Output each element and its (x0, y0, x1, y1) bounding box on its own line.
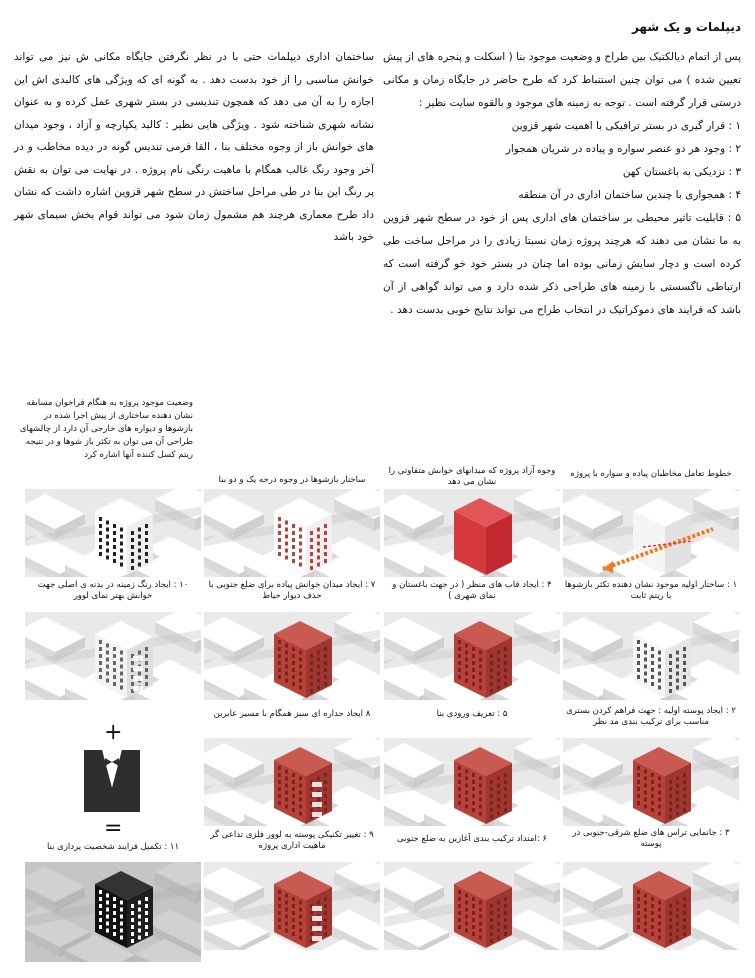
diagram-step-10 (25, 489, 201, 577)
diagram-step-8 (204, 612, 380, 700)
intro-paragraph: پس از اتمام دیالکتیک بین طراح و وضعیت موجود بنا ( اسکلت و پنجره های از پیش تعیین شده ) می توان چنین استنباط کرد که طرح حاضر در جایگاه زمان و مکانی درستی قرار گرفته است . توجه به زمینه های موجود و بالقوه سایت نظیر : (383, 51, 741, 109)
diagram-step-7 (204, 489, 380, 577)
diagram-step-4-drawing (384, 489, 560, 577)
diagram-step-3-drawing (563, 738, 739, 826)
diagram-step-6-drawing (384, 738, 560, 826)
right-column-text (383, 46, 741, 322)
context-item: ۱ : قرار گیری در بستر ترافیکی با اهمیت شهر قزوین (511, 120, 741, 132)
equals-symbol: = (104, 816, 123, 841)
caption-step-1: ۱ : ساختار اولیه موجود نشان دهنده تکثر بازشوها با ریتم ثابت (564, 580, 738, 601)
caption-step-7: ۷ : ایجاد میدان خوانش پیاده برای ضلع جنوبی با حذف دیوار حیاط (208, 580, 376, 601)
diagram-step-5-drawing (384, 612, 560, 700)
diagram-step-3 (563, 738, 739, 826)
diagram-final-c (204, 862, 380, 950)
page-title: دیپلمات و یک شهر (631, 20, 741, 34)
context-item: ۲ : وجود هر دو عنصر سواره و پیاده در شریان همجوار (505, 143, 741, 155)
diagram-step-1-drawing (563, 489, 739, 577)
diagram-step-9-drawing (204, 738, 380, 826)
caption-free-faces: وجوه آزاد پروژه که میدانهای خوانش متفاوتی را نشان می دهد (388, 466, 556, 487)
caption-interaction-lines: خطوط تعامل مخاطبان پیاده و سواره با پروژه (570, 469, 732, 479)
diagram-step-9 (204, 738, 380, 826)
tuxedo-icon (84, 750, 140, 812)
caption-openings-structure: ساختار بازشوها در وجوه درجه یک و دو بنا (218, 475, 366, 485)
caption-step-10: ۱۰ : ایجاد رنگ زمینه در بدنه ی اصلی جهت خوانش بهتر نمای لوور (37, 580, 189, 601)
diagram-step-11a (25, 612, 201, 700)
caption-step-5: ۵ : تعریف ورودی بنا (436, 709, 508, 719)
left-column-text: ساختمان اداری دیپلمات حتی با در نظر نگرفتن جایگاه مکانی ش نیز می تواند خوانش مناسبی را از خود بدست دهد . به گونه ای که ویژگی های کالبدی اش این اجازه را به آن می دهد که همچون تندیسی در بستر شهری عمل کرده و به عنوان نشانه شهری شناخته شود . ویژگی هایی نظیر : کالبد یکپارچه و آزاد ، وجود میدان های خوانش باز از وجوه مختلف بنا ، القا فرمی تندیس گونه در دیده مخاطب و در آخر وجود رنگ غالب همگام با ماهیت رنگی نام پروژه . در نهایت می توان به نقش پر رنگ این بنا در طی مراحل ساختش در سطح شهر قزوین اشاره داشت که نشان داد طرح معماری هرچند هم مشمول زمان شود می تواند قوام بخش سیمای شهر خود باشد (14, 51, 374, 243)
diagram-final-c-drawing (204, 862, 380, 950)
plus-symbol: + (104, 720, 123, 745)
diagram-final-night (25, 862, 201, 962)
context-item: ۵ : قابلیت تاثیر محیطی بر ساختمان های اداری پس از خود در سطح شهر قزوین به ما نشان می دهند که هرچند پروژه زمان نسبتا زیادی را در مراحل ساخت طی کرده است و دچار سایش زمانی بوده اما چنان در بستر خود خو گرفته است که ارتباطی ناگسستی با زمینه های طراحی ذکر شده دارد و می تواند گواهی از آن باشد که فرایند های دموکراتیک در انتخاب طراح می تواند نتایج خوبی بدست دهد . (383, 212, 741, 316)
caption-step-2: ۲ : ایجاد پوسته اولیه : جهت فراهم کردن بستری مناسب برای ترکیب بندی مد نظر (566, 706, 736, 727)
diagram-step-10-drawing (25, 489, 201, 577)
diagram-step-2 (563, 612, 739, 700)
diagram-final-night-drawing (25, 862, 201, 962)
diagram-step-6 (384, 738, 560, 826)
caption-step-3: ۳ : جانمایی تراس های ضلع شرقی-جنوبی در پوسته (572, 828, 730, 849)
diagram-step-8-drawing (204, 612, 380, 700)
caption-step-11: ۱۱ : تکمیل فرایند شخصیت پردازی بنا (46, 842, 180, 852)
existing-state-note: وضعیت موجود پروژه به هنگام فراخوان مسابقه نشان دهنده ساختاری از پیش اجرا شده در بازشوها و دیواره های خارجی آن دارد از چالشهای طراحی آن می توان به تکثر باز شوها و در نتیجه ریتم کسل کننده آنها اشاره کرد (19, 398, 193, 460)
caption-step-4: ۴ : ایجاد قاب های منظر ( در جهت باغستان و نمای شهری ) (392, 580, 552, 601)
diagram-step-1 (563, 489, 739, 577)
diagram-step-5 (384, 612, 560, 700)
diagram-step-2-drawing (563, 612, 739, 700)
diagram-step-4 (384, 489, 560, 577)
caption-step-9: ۹ : تغییر تکنیکی پوسته به لوور فلزی تداعی گر ماهیت اداری پروژه (210, 830, 374, 851)
diagram-final-a (563, 862, 739, 950)
diagram-final-b-drawing (384, 862, 560, 950)
caption-step-8: ۸ ایجاد جداره ای سبز همگام با مسیر عابرین (213, 709, 371, 719)
caption-step-6: ۶ :امتداد ترکیب بندی آغازین به ضلع جنوبی (397, 834, 547, 844)
context-item: ۴ : همجواری با چندین ساختمان اداری در آن منطقه (518, 189, 741, 201)
diagram-final-b (384, 862, 560, 950)
diagram-final-a-drawing (563, 862, 739, 950)
context-list (383, 115, 741, 322)
diagram-step-7-drawing (204, 489, 380, 577)
context-item: ۳ : نزدیکی به باغستان کهن (622, 166, 741, 178)
diagram-step-11a-drawing (25, 612, 201, 700)
